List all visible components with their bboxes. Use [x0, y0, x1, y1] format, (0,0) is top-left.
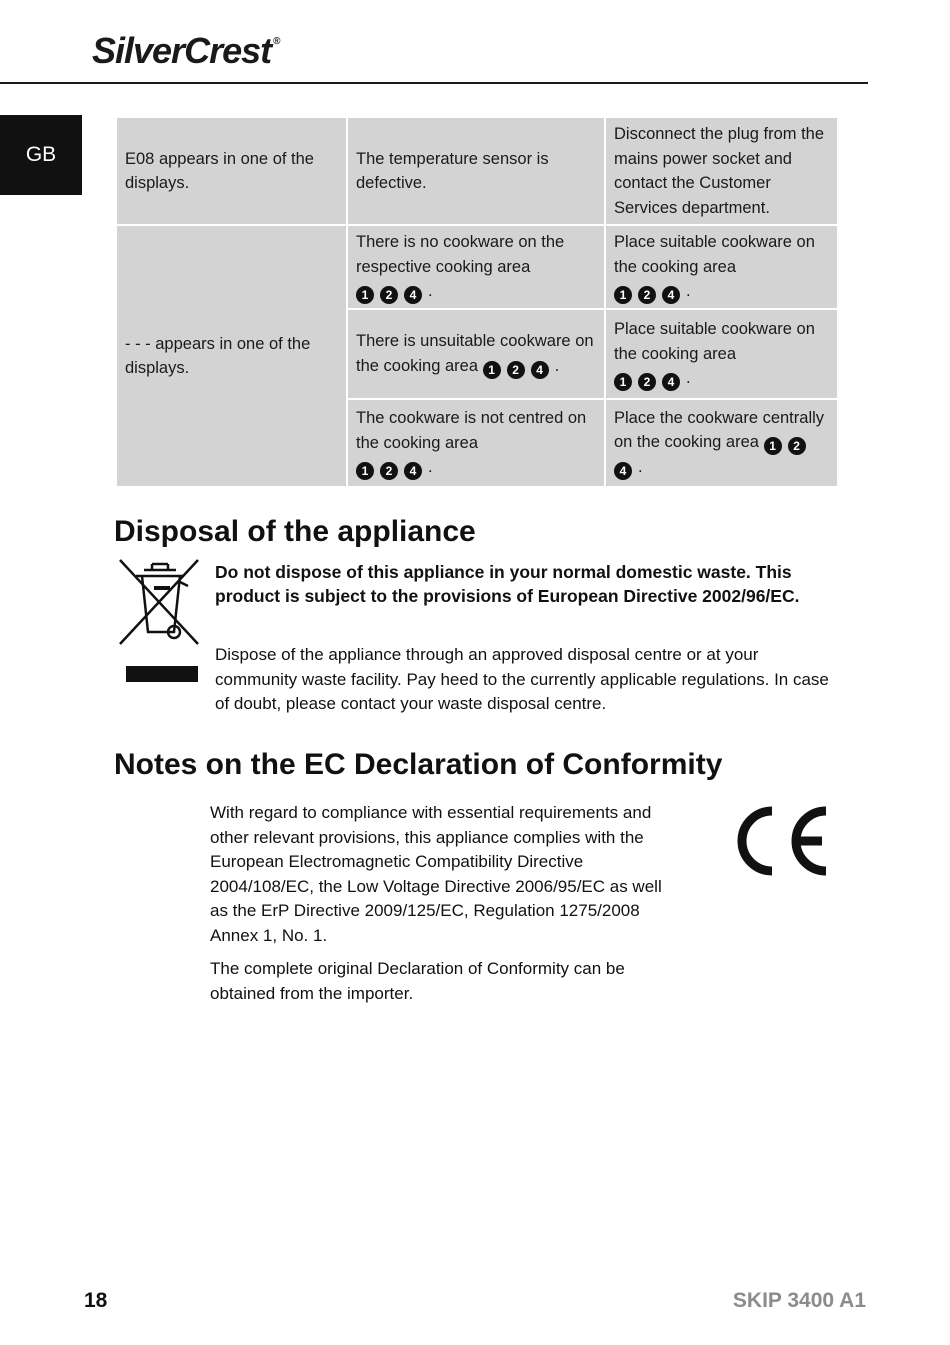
conformity-text-importer: The complete original Declaration of Conformity can be obtained from the importer. — [210, 959, 625, 1003]
remedy-cell — [605, 309, 838, 399]
remedy-cell — [605, 225, 838, 309]
area-number-badge: 2 — [638, 373, 656, 391]
remedy-cell: Disconnect the plug from the mains power socket and contact the Customer Services department. — [605, 117, 838, 225]
cause-cell: The temperature sensor is defective. — [347, 117, 605, 225]
registered-mark: ® — [273, 36, 280, 47]
ce-mark-icon — [730, 805, 830, 877]
remedy-cell — [605, 399, 838, 487]
disposal-text: Dispose of the appliance through an approved disposal centre or at your community waste facility. Pay heed to the currently applicable regulations. In case of doubt, please contact your waste disposal centre. — [215, 645, 829, 713]
area-number-badge: 2 — [380, 462, 398, 480]
remedy-text: Place suitable cookware on the cooking area — [614, 233, 815, 276]
period: . — [638, 458, 643, 477]
area-number-badge: 1 — [356, 462, 374, 480]
area-number-badge: 4 — [614, 462, 632, 480]
conformity-text: With regard to compliance with essential requirements and other relevant provisions, this appliance complies with the European Electromagnetic Compatibility Directive 2004/108/EC, the Low Voltage Directive 2006/95/EC as well as the ErP Directive 2009/125/EC, Regulation 1275/2008 Annex 1, No. 1. — [210, 803, 662, 945]
cause-cell — [347, 225, 605, 309]
area-number-badge: 4 — [662, 286, 680, 304]
area-number-badge: 1 — [614, 373, 632, 391]
header-divider — [0, 82, 868, 84]
area-number-badge: 4 — [662, 373, 680, 391]
cause-text: There is unsuitable cookware on the cooking area — [356, 332, 594, 375]
table-row — [116, 225, 838, 309]
fault-cell: E08 appears in one of the displays. — [116, 117, 347, 225]
area-number-badge: 4 — [404, 286, 422, 304]
cause-text: The cookware is not centred on the cooking area — [356, 409, 587, 452]
area-number-badge: 1 — [356, 286, 374, 304]
cause-cell — [347, 309, 605, 399]
period: . — [686, 282, 691, 300]
cause-text: There is no cookware on the respective cooking area — [356, 233, 565, 276]
troubleshooting-table — [115, 116, 839, 488]
disposal-heading: Disposal of the appliance — [114, 515, 476, 548]
area-number-badge: 1 — [483, 361, 501, 379]
period: . — [554, 356, 560, 375]
area-number-badge: 4 — [531, 361, 549, 379]
period: . — [428, 282, 433, 300]
area-number-badge: 2 — [507, 361, 525, 379]
page-number: 18 — [84, 1289, 108, 1312]
fault-cell: - - - appears in one of the displays. — [116, 225, 347, 487]
remedy-text: Place the cookware centrally on the cooking area — [614, 408, 825, 452]
area-number-badge: 4 — [404, 462, 422, 480]
brand-logo — [92, 30, 279, 72]
period: . — [428, 458, 433, 476]
crossed-out-wheelie-bin-icon — [116, 556, 202, 686]
area-number-badge: 2 — [638, 286, 656, 304]
brand-name: SilverCrest — [92, 30, 272, 71]
table-row — [116, 117, 838, 225]
period: . — [686, 369, 691, 387]
remedy-text: Place suitable cookware on the cooking area — [614, 320, 815, 363]
area-number-badge: 2 — [788, 437, 806, 455]
area-number-badge: 2 — [380, 286, 398, 304]
model-name: SKIP 3400 A1 — [732, 1289, 866, 1312]
area-number-badge: 1 — [614, 286, 632, 304]
conformity-heading: Notes on the EC Declaration of Conformity — [114, 748, 723, 781]
disposal-warning: Do not dispose of this appliance in your normal domestic waste. This product is subject to the provisions of European Directive 2002/96/EC. — [215, 562, 800, 606]
language-tab: GB — [0, 115, 82, 195]
cause-cell — [347, 399, 605, 487]
area-number-badge: 1 — [764, 437, 782, 455]
